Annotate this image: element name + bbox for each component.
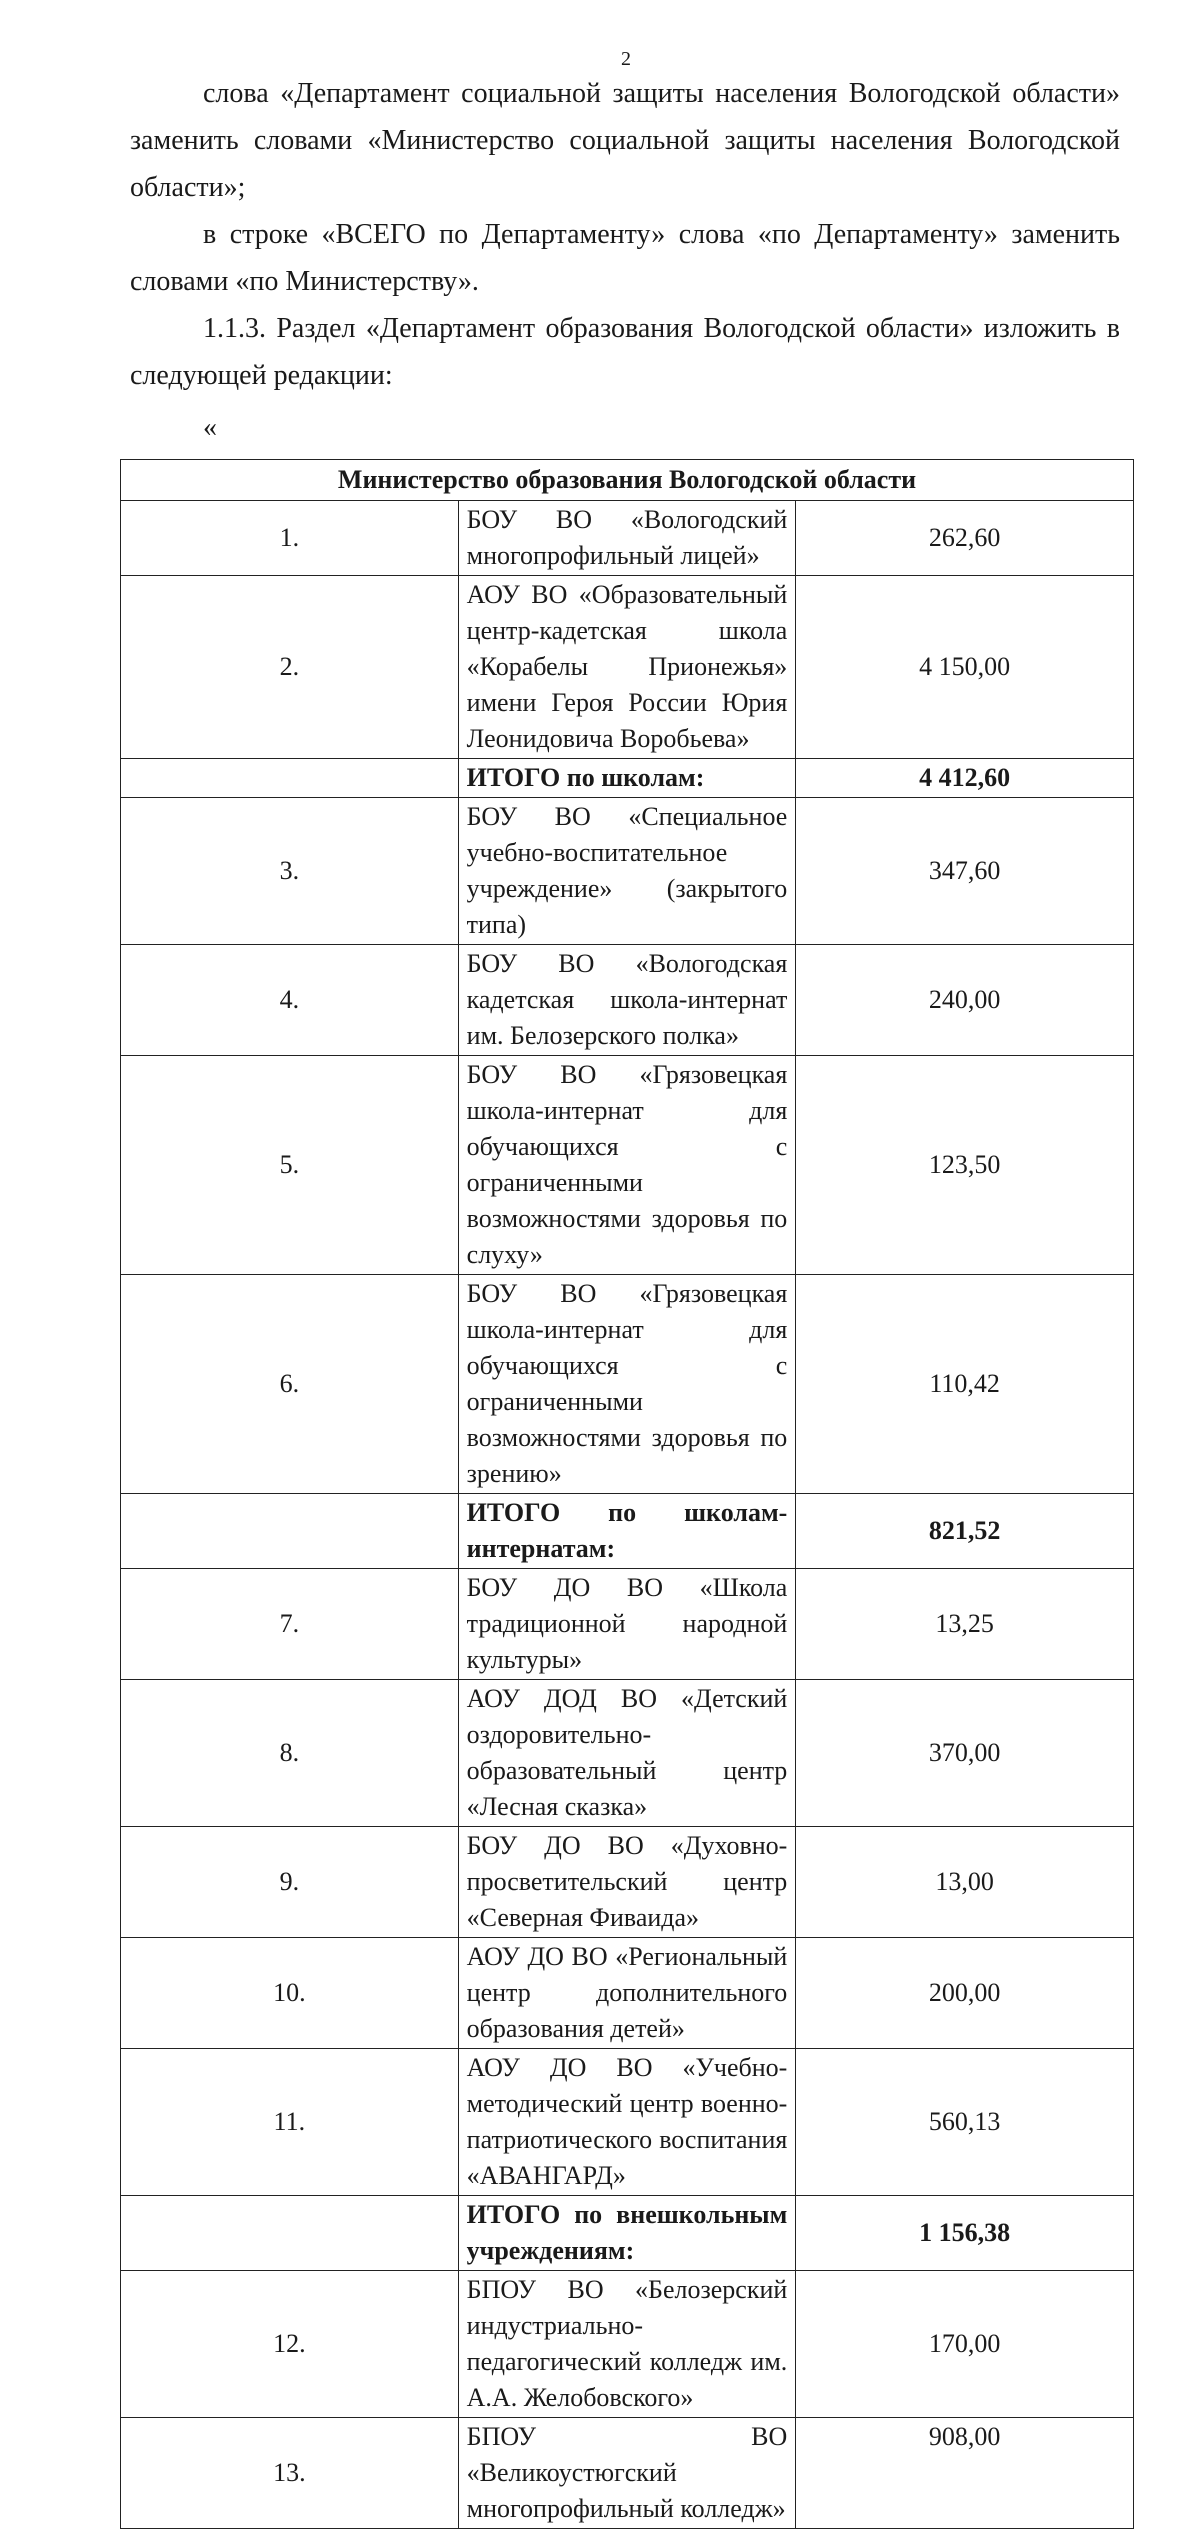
amount-value: 262,60 xyxy=(796,501,1134,576)
institution-name: БОУ ДО ВО «Духовно-просветительский центр «Северная Фиваида» xyxy=(458,1827,796,1938)
subtotal-row xyxy=(121,759,1134,798)
institution-name: БОУ ВО «Специальное учебно-воспитательное учреждение» (закрытого типа) xyxy=(458,798,796,945)
institution-name: БПОУ ВО «Великоустюгский многопрофильный колледж» xyxy=(458,2418,796,2529)
row-number: 1. xyxy=(121,501,459,576)
table-row xyxy=(121,1569,1134,1680)
table-row xyxy=(121,1680,1134,1827)
amount-value: 200,00 xyxy=(796,1938,1134,2049)
budget-table xyxy=(120,459,1134,2529)
amount-value: 347,60 xyxy=(796,798,1134,945)
page-number: 2 xyxy=(621,48,631,70)
row-number: 5. xyxy=(121,1056,459,1275)
subtotal-value: 4 412,60 xyxy=(796,759,1134,798)
table-row xyxy=(121,501,1134,576)
row-number: 9. xyxy=(121,1827,459,1938)
row-number: 12. xyxy=(121,2271,459,2418)
subtotal-row xyxy=(121,2196,1134,2271)
subtotal-label: ИТОГО по школам: xyxy=(458,759,796,798)
institution-name: БОУ ДО ВО «Школа традиционной народной культуры» xyxy=(458,1569,796,1680)
institution-name: АОУ ДО ВО «Учебно-методический центр военно-патриотического воспитания «АВАНГАРД» xyxy=(458,2049,796,2196)
table-row xyxy=(121,2271,1134,2418)
table-row xyxy=(121,1938,1134,2049)
row-number: 4. xyxy=(121,945,459,1056)
institution-name: БОУ ВО «Грязовецкая школа-интернат для обучающихся с ограниченными возможностями здоровья по зрению» xyxy=(458,1275,796,1494)
amount-value: 560,13 xyxy=(796,2049,1134,2196)
amount-value: 110,42 xyxy=(796,1275,1134,1494)
table-row xyxy=(121,1827,1134,1938)
row-number: 7. xyxy=(121,1569,459,1680)
row-number: 2. xyxy=(121,576,459,759)
table-row xyxy=(121,1056,1134,1275)
amount-value: 123,50 xyxy=(796,1056,1134,1275)
subtotal-value: 1 156,38 xyxy=(796,2196,1134,2271)
row-number: 13. xyxy=(121,2418,459,2529)
row-number xyxy=(121,2196,459,2271)
table-header-row xyxy=(121,460,1134,501)
subtotal-row xyxy=(121,1494,1134,1569)
paragraph-replace-total-row: в строке «ВСЕГО по Департаменту» слова «по Департаменту» заменить словами «по Министерству». xyxy=(130,219,1120,297)
institution-name: АОУ ДОД ВО «Детский оздоровительно-образовательный центр «Лесная сказка» xyxy=(458,1680,796,1827)
row-number xyxy=(121,759,459,798)
row-number: 8. xyxy=(121,1680,459,1827)
body-text xyxy=(130,70,1120,399)
table-header-ministry: Министерство образования Вологодской области xyxy=(121,460,1134,501)
table-row xyxy=(121,2418,1134,2529)
table-row xyxy=(121,798,1134,945)
institution-name: БОУ ВО «Грязовецкая школа-интернат для обучающихся с ограниченными возможностями здоровья по слуху» xyxy=(458,1056,796,1275)
table-row xyxy=(121,1275,1134,1494)
row-number: 10. xyxy=(121,1938,459,2049)
row-number: 11. xyxy=(121,2049,459,2196)
institution-name: БОУ ВО «Вологодский многопрофильный лицей» xyxy=(458,501,796,576)
paragraph-replace-ministry: слова «Департамент социальной защиты населения Вологодской области» заменить словами «Министерство социальной защиты населения Вологодской области»; xyxy=(130,78,1120,203)
institution-name: БОУ ВО «Вологодская кадетская школа-интернат им. Белозерского полка» xyxy=(458,945,796,1056)
table-row xyxy=(121,945,1134,1056)
opening-quote-mark: « xyxy=(203,412,217,443)
row-number: 6. xyxy=(121,1275,459,1494)
row-number xyxy=(121,1494,459,1569)
subtotal-label: ИТОГО по внешкольным учреждениям: xyxy=(458,2196,796,2271)
amount-value: 370,00 xyxy=(796,1680,1134,1827)
table-row xyxy=(121,2049,1134,2196)
institution-name: АОУ ВО «Образовательный центр-кадетская школа «Корабелы Прионежья» имени Героя России Юрия Леонидовича Воробьева» xyxy=(458,576,796,759)
subtotal-value: 821,52 xyxy=(796,1494,1134,1569)
amount-value: 4 150,00 xyxy=(796,576,1134,759)
amount-value: 240,00 xyxy=(796,945,1134,1056)
amount-value: 13,00 xyxy=(796,1827,1134,1938)
table-row xyxy=(121,576,1134,759)
institution-name: АОУ ДО ВО «Региональный центр дополнительного образования детей» xyxy=(458,1938,796,2049)
amount-value: 170,00 xyxy=(796,2271,1134,2418)
subtotal-label: ИТОГО по школам-интернатам: xyxy=(458,1494,796,1569)
institution-name: БПОУ ВО «Белозерский индустриально-педагогический колледж им. А.А. Желобовского» xyxy=(458,2271,796,2418)
row-number: 3. xyxy=(121,798,459,945)
paragraph-section-education: 1.1.3. Раздел «Департамент образования Вологодской области» изложить в следующей редакции: xyxy=(130,313,1120,391)
amount-value: 908,00 xyxy=(796,2418,1134,2529)
amount-value: 13,25 xyxy=(796,1569,1134,1680)
